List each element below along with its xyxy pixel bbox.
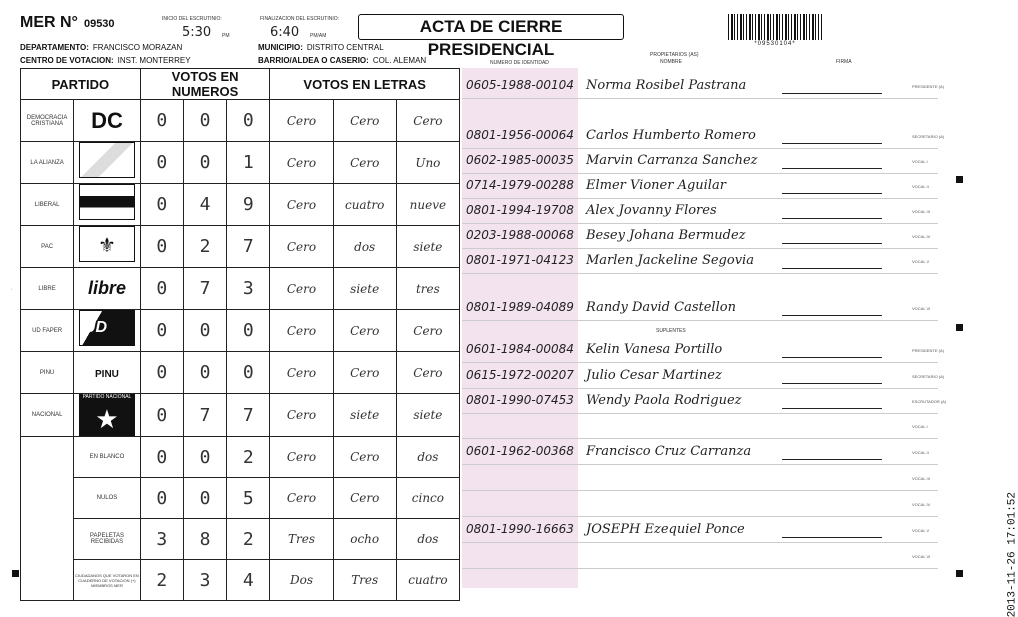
pinu-logo: PINU xyxy=(95,368,119,380)
nacional-caption: PARTIDO NACIONAL xyxy=(79,394,135,400)
final-suffix: PM/AM xyxy=(310,33,327,39)
member-id: 0714-1979-00288 xyxy=(466,178,574,192)
member-role: VOCAL II xyxy=(912,450,929,455)
member-entry xyxy=(462,496,938,516)
pac-logo xyxy=(79,226,135,262)
member-id: 0801-1994-19708 xyxy=(466,203,574,217)
row-divider xyxy=(462,464,938,465)
vote-digit: 8 xyxy=(183,519,226,560)
vote-word: Uno xyxy=(396,142,459,184)
firma-header: FIRMA xyxy=(836,59,852,65)
member-entry xyxy=(462,253,938,273)
party-logo-cell xyxy=(74,184,141,226)
summary-label: CIUDADANOS QUE VOTARON EN CUADERNO DE VOTACION (+) MIEMBROS MER xyxy=(74,560,141,601)
vote-word: Cero xyxy=(333,310,396,352)
alianza-logo xyxy=(79,142,135,178)
table-row xyxy=(21,310,460,352)
vote-word: cuatro xyxy=(333,184,396,226)
member-id: 0615-1972-00207 xyxy=(466,368,574,382)
vote-digit: 0 xyxy=(183,310,226,352)
summary-label: PAPELETAS RECIBIDAS xyxy=(74,519,141,560)
vote-digit: 0 xyxy=(183,478,226,519)
vote-word: siete xyxy=(396,226,459,268)
vote-word: nueve xyxy=(396,184,459,226)
vote-digit: 2 xyxy=(227,437,270,478)
nombre-header: NOMBRE xyxy=(660,59,682,65)
vote-digit: 7 xyxy=(183,268,226,310)
vote-digit: 4 xyxy=(183,184,226,226)
vote-digit: 7 xyxy=(227,394,270,437)
member-id: 0601-1984-00084 xyxy=(466,342,574,356)
party-logo-cell xyxy=(74,310,141,352)
row-divider xyxy=(462,223,938,224)
table-row xyxy=(21,394,460,437)
row-divider xyxy=(462,198,938,199)
vote-word: siete xyxy=(333,394,396,437)
table-row xyxy=(21,184,460,226)
party-logo-cell xyxy=(74,352,141,394)
member-entry xyxy=(462,342,938,362)
vote-digit: 0 xyxy=(140,184,183,226)
member-role: VOCAL VI xyxy=(912,306,931,311)
summary-label: EN BLANCO xyxy=(74,437,141,478)
vote-word: Cero xyxy=(396,100,459,142)
vote-digit: 0 xyxy=(227,352,270,394)
final-value: 6:40 xyxy=(270,25,300,40)
party-name: NACIONAL xyxy=(21,394,74,437)
member-role: VOCAL IV xyxy=(912,502,931,507)
party-name: LIBRE xyxy=(21,268,74,310)
vote-digit: 1 xyxy=(227,142,270,184)
vote-word: Cero xyxy=(333,352,396,394)
vote-digit: 0 xyxy=(183,437,226,478)
member-name: Besey Johana Bermudez xyxy=(586,228,746,243)
col-partido: PARTIDO xyxy=(21,69,141,100)
vote-digit: 5 xyxy=(227,478,270,519)
col-letras: VOTOS EN LETRAS xyxy=(270,69,460,100)
member-entry xyxy=(462,444,938,464)
vote-word: Cero xyxy=(270,268,333,310)
member-role: VOCAL III xyxy=(912,209,930,214)
vote-word: Cero xyxy=(270,437,333,478)
member-entry xyxy=(462,522,938,542)
vote-word: cinco xyxy=(396,478,459,519)
vote-digit: 3 xyxy=(227,268,270,310)
table-row xyxy=(21,100,460,142)
municipio: MUNICIPIO: DISTRITO CENTRAL xyxy=(258,43,384,52)
member-id: 0801-1989-04089 xyxy=(466,300,574,314)
row-divider xyxy=(462,273,938,274)
member-id: 0602-1985-00035 xyxy=(466,153,574,167)
member-id: 0203-1988-00068 xyxy=(466,228,574,242)
vote-word: Tres xyxy=(270,519,333,560)
member-role: PRESIDENTE (A) xyxy=(912,348,945,353)
party-logo-cell xyxy=(74,394,141,437)
col-numeros: VOTOS EN NUMEROS xyxy=(140,69,270,100)
mer-number: 09530 xyxy=(83,18,115,30)
vote-word: Cero xyxy=(396,352,459,394)
member-id: 0801-1956-00064 xyxy=(466,128,574,142)
registration-mark xyxy=(956,324,963,331)
member-entry xyxy=(462,368,938,388)
vote-word: Cero xyxy=(333,142,396,184)
member-role: PRESIDENTE (A) xyxy=(912,84,945,89)
table-row xyxy=(21,478,460,519)
vote-word: Dos xyxy=(270,560,333,601)
row-divider xyxy=(462,413,938,414)
ud-logo: UD xyxy=(79,310,135,346)
vote-word: Cero xyxy=(333,478,396,519)
member-entry xyxy=(462,393,938,413)
vote-digit: 0 xyxy=(140,100,183,142)
member-name: Elmer Vioner Aguilar xyxy=(586,178,726,193)
vote-digit: 0 xyxy=(140,437,183,478)
registration-mark xyxy=(956,176,963,183)
signature-mark xyxy=(782,300,882,316)
row-divider xyxy=(462,173,938,174)
signature-mark xyxy=(782,178,882,194)
liberal-logo xyxy=(79,184,135,220)
registration-mark xyxy=(12,570,19,577)
vote-digit: 9 xyxy=(227,184,270,226)
party-name: PINU xyxy=(21,352,74,394)
row-divider xyxy=(462,320,938,321)
member-name: Julio Cesar Martinez xyxy=(586,368,722,383)
vote-digit: 0 xyxy=(140,226,183,268)
row-divider xyxy=(462,148,938,149)
vote-word: Cero xyxy=(270,352,333,394)
scan-timestamp: 2013-11-26 17:01:52 xyxy=(1006,492,1018,617)
id-column-header: NUMERO DE IDENTIDAD xyxy=(490,60,549,66)
member-id: 0601-1962-00368 xyxy=(466,444,574,458)
vote-word: dos xyxy=(396,437,459,478)
vote-word: Cero xyxy=(270,100,333,142)
member-role: SECRETARIO (A) xyxy=(912,374,945,379)
vote-word: dos xyxy=(333,226,396,268)
vote-digit: 2 xyxy=(227,519,270,560)
inicio-label: INICIO DEL ESCRUTINIO: xyxy=(162,16,222,22)
party-name: DEMOCRACIA CRISTIANA xyxy=(21,100,74,142)
member-entry xyxy=(462,178,938,198)
votes-table xyxy=(20,68,460,601)
member-id: 0801-1990-16663 xyxy=(466,522,574,536)
member-name: Marlen Jackeline Segovia xyxy=(586,253,754,268)
member-id: 0801-1971-04123 xyxy=(466,253,574,267)
vote-digit: 7 xyxy=(227,226,270,268)
vote-word: Cero xyxy=(270,226,333,268)
signature-mark xyxy=(782,368,882,384)
member-role: VOCAL V xyxy=(912,528,930,533)
member-role: VOCAL III xyxy=(912,476,930,481)
row-divider xyxy=(462,568,938,569)
vote-word: Tres xyxy=(333,560,396,601)
vote-word: Cero xyxy=(333,100,396,142)
member-name: Carlos Humberto Romero xyxy=(586,128,756,143)
vote-digit: 0 xyxy=(140,268,183,310)
member-role: ESCRUTADOR (A) xyxy=(912,399,947,404)
row-divider xyxy=(462,516,938,517)
vote-word: Cero xyxy=(270,184,333,226)
summary-label: NULOS xyxy=(74,478,141,519)
member-entry xyxy=(462,300,938,320)
row-divider xyxy=(462,438,938,439)
member-role: VOCAL VI xyxy=(912,554,931,559)
vote-word: Cero xyxy=(333,437,396,478)
table-row xyxy=(21,226,460,268)
vote-digit: 4 xyxy=(227,560,270,601)
member-entry xyxy=(462,78,938,98)
member-name: JOSEPH Ezequiel Ponce xyxy=(586,522,745,537)
inicio-value: 5:30 xyxy=(182,25,212,40)
party-logo-cell xyxy=(74,142,141,184)
vote-word: Cero xyxy=(270,394,333,437)
signature-mark xyxy=(782,342,882,358)
member-entry xyxy=(462,548,938,568)
party-name: UD FAPER xyxy=(21,310,74,352)
summary-side xyxy=(21,437,74,601)
party-logo-cell xyxy=(74,268,141,310)
signature-mark xyxy=(782,444,882,460)
member-role: VOCAL I xyxy=(912,424,928,429)
table-row xyxy=(21,437,460,478)
party-name: PAC xyxy=(21,226,74,268)
table-row xyxy=(21,560,460,601)
member-name: Wendy Paola Rodriguez xyxy=(586,393,742,408)
vote-digit: 0 xyxy=(183,142,226,184)
inicio-suffix: PM xyxy=(222,33,230,39)
table-row xyxy=(21,268,460,310)
signature-mark xyxy=(782,78,882,94)
side-print-text: · xyxy=(9,288,15,290)
vote-word: tres xyxy=(396,268,459,310)
table-row xyxy=(21,142,460,184)
signature-mark xyxy=(782,253,882,269)
row-divider xyxy=(462,248,938,249)
member-role: VOCAL IV xyxy=(912,234,931,239)
vote-digit: 0 xyxy=(227,310,270,352)
row-divider xyxy=(462,362,938,363)
member-entry xyxy=(462,470,938,490)
row-divider xyxy=(462,490,938,491)
centro-votacion: CENTRO DE VOTACION: INST. MONTERREY xyxy=(20,56,191,65)
vote-word: ocho xyxy=(333,519,396,560)
row-divider xyxy=(462,388,938,389)
registration-mark xyxy=(956,570,963,577)
member-role: VOCAL II xyxy=(912,184,929,189)
table-row xyxy=(21,352,460,394)
member-id: 0605-1988-00104 xyxy=(466,78,574,92)
vote-word: Cero xyxy=(270,142,333,184)
member-entry xyxy=(462,418,938,438)
member-name: Francisco Cruz Carranza xyxy=(586,444,752,459)
row-divider xyxy=(462,98,938,99)
vote-digit: 3 xyxy=(183,560,226,601)
party-name: LA ALIANZA xyxy=(21,142,74,184)
vote-word: dos xyxy=(396,519,459,560)
signature-mark xyxy=(782,393,882,409)
member-name: Randy David Castellon xyxy=(586,300,736,315)
vote-digit: 7 xyxy=(183,394,226,437)
table-row xyxy=(21,519,460,560)
member-entry xyxy=(462,228,938,248)
member-role: VOCAL I xyxy=(912,159,928,164)
barcode-text: *09530104* xyxy=(754,41,796,47)
signature-mark xyxy=(782,228,882,244)
vote-word: Cero xyxy=(396,310,459,352)
vote-word: Cero xyxy=(270,478,333,519)
barcode xyxy=(728,14,822,40)
signature-mark xyxy=(782,203,882,219)
vote-word: siete xyxy=(333,268,396,310)
vote-word: Cero xyxy=(270,310,333,352)
vote-digit: 0 xyxy=(140,352,183,394)
star-icon: ★ xyxy=(79,400,135,436)
vote-digit: 0 xyxy=(140,142,183,184)
signature-mark xyxy=(782,153,882,169)
party-logo-cell xyxy=(74,100,141,142)
member-role: SECRETARIO (A) xyxy=(912,134,945,139)
member-role: VOCAL V xyxy=(912,259,930,264)
vote-digit: 0 xyxy=(140,394,183,437)
vote-digit: 0 xyxy=(183,352,226,394)
vote-digit: 0 xyxy=(183,100,226,142)
vote-word: cuatro xyxy=(396,560,459,601)
final-label: FINALIZACION DEL ESCRUTINIO: xyxy=(260,16,339,22)
libre-logo: libre xyxy=(87,278,126,298)
mer-label: MER N° 09530 xyxy=(20,14,115,31)
vote-digit: 2 xyxy=(140,560,183,601)
signature-mark xyxy=(782,128,882,144)
vote-digit: 0 xyxy=(227,100,270,142)
propietarios-header: PROPIETARIOS (AS) xyxy=(650,52,699,58)
member-entry xyxy=(462,128,938,148)
member-name: Marvin Carranza Sanchez xyxy=(586,153,758,168)
row-divider xyxy=(462,542,938,543)
party-logo-cell xyxy=(74,226,141,268)
document-title: ACTA DE CIERRE PRESIDENCIAL xyxy=(358,14,624,40)
member-entry xyxy=(462,153,938,173)
suplentes-header: SUPLENTES xyxy=(656,328,686,334)
departamento: DEPARTAMENTO: FRANCISCO MORAZAN xyxy=(20,43,183,52)
member-id: 0801-1990-07453 xyxy=(466,393,574,407)
vote-word: siete xyxy=(396,394,459,437)
vote-digit: 0 xyxy=(140,310,183,352)
member-entry xyxy=(462,203,938,223)
vote-digit: 3 xyxy=(140,519,183,560)
member-name: Kelin Vanesa Portillo xyxy=(586,342,723,357)
vote-digit: 2 xyxy=(183,226,226,268)
member-name: Alex Jovanny Flores xyxy=(586,203,717,218)
vote-digit: 0 xyxy=(140,478,183,519)
barrio: BARRIO/ALDEA O CASERIO: COL. ALEMAN xyxy=(258,56,427,65)
signature-mark xyxy=(782,522,882,538)
member-name: Norma Rosibel Pastrana xyxy=(586,78,747,93)
dc-logo: DC xyxy=(91,107,123,133)
party-name: LIBERAL xyxy=(21,184,74,226)
